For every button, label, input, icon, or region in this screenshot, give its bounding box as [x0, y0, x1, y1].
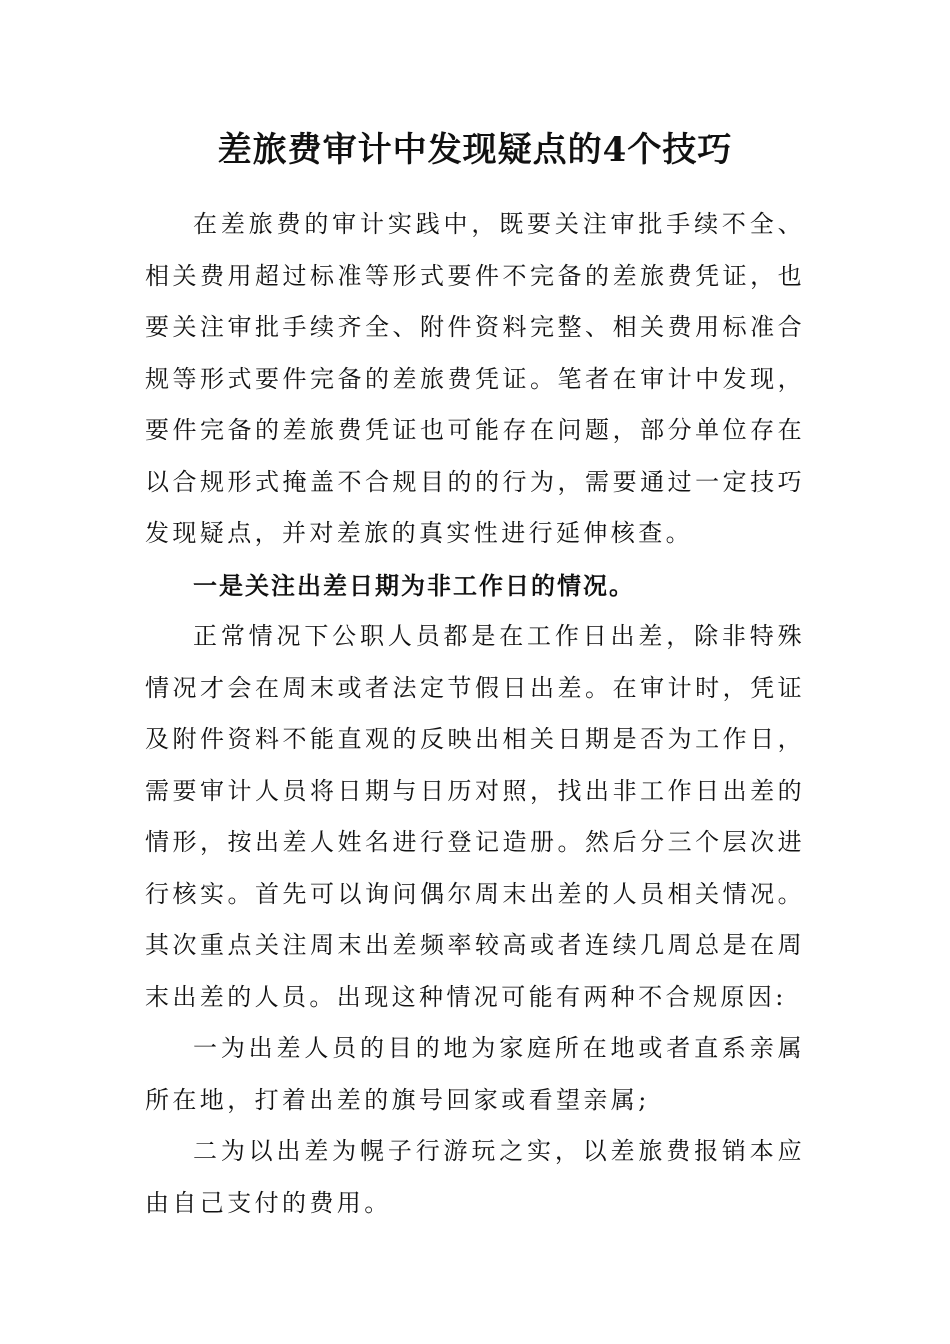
intro-paragraph: 在差旅费的审计实践中，既要关注审批手续不全、相关费用超过标准等形式要件不完备的差旅费凭证，也要关注审批手续齐全、附件资料完整、相关费用标准合规等形式要件完备的差旅费凭证。笔者在审计中发现，要件完备的差旅费凭证也可能存在问题，部分单位存在以合规形式掩盖不合规目的的行为，需要通过一定技巧发现疑点，并对差旅的真实性进行延伸核查。 [145, 210, 805, 547]
document-body [145, 199, 805, 1229]
section-heading: 一是关注出差日期为非工作日的情况。 [193, 570, 635, 600]
reason-two-paragraph: 二为以出差为幌子行游玩之实，以差旅费报销本应由自己支付的费用。 [145, 1137, 805, 1217]
reason-one-paragraph: 一为出差人员的目的地为家庭所在地或者直系亲属所在地，打着出差的旗号回家或看望亲属; [145, 1034, 805, 1114]
section-paragraph: 正常情况下公职人员都是在工作日出差，除非特殊情况才会在周末或者法定节假日出差。在审计时，凭证及附件资料不能直观的反映出相关日期是否为工作日，需要审计人员将日期与日历对照，找出非工作日出差的情形，按出差人姓名进行登记造册。然后分三个层次进行核实。首先可以询问偶尔周末出差的人员相关情况。其次重点关注周末出差频率较高或者连续几周总是在周末出差的人员。出现这种情况可能有两种不合规原因: [145, 622, 805, 1011]
document-title: 差旅费审计中发现疑点的4个技巧 [217, 130, 733, 170]
